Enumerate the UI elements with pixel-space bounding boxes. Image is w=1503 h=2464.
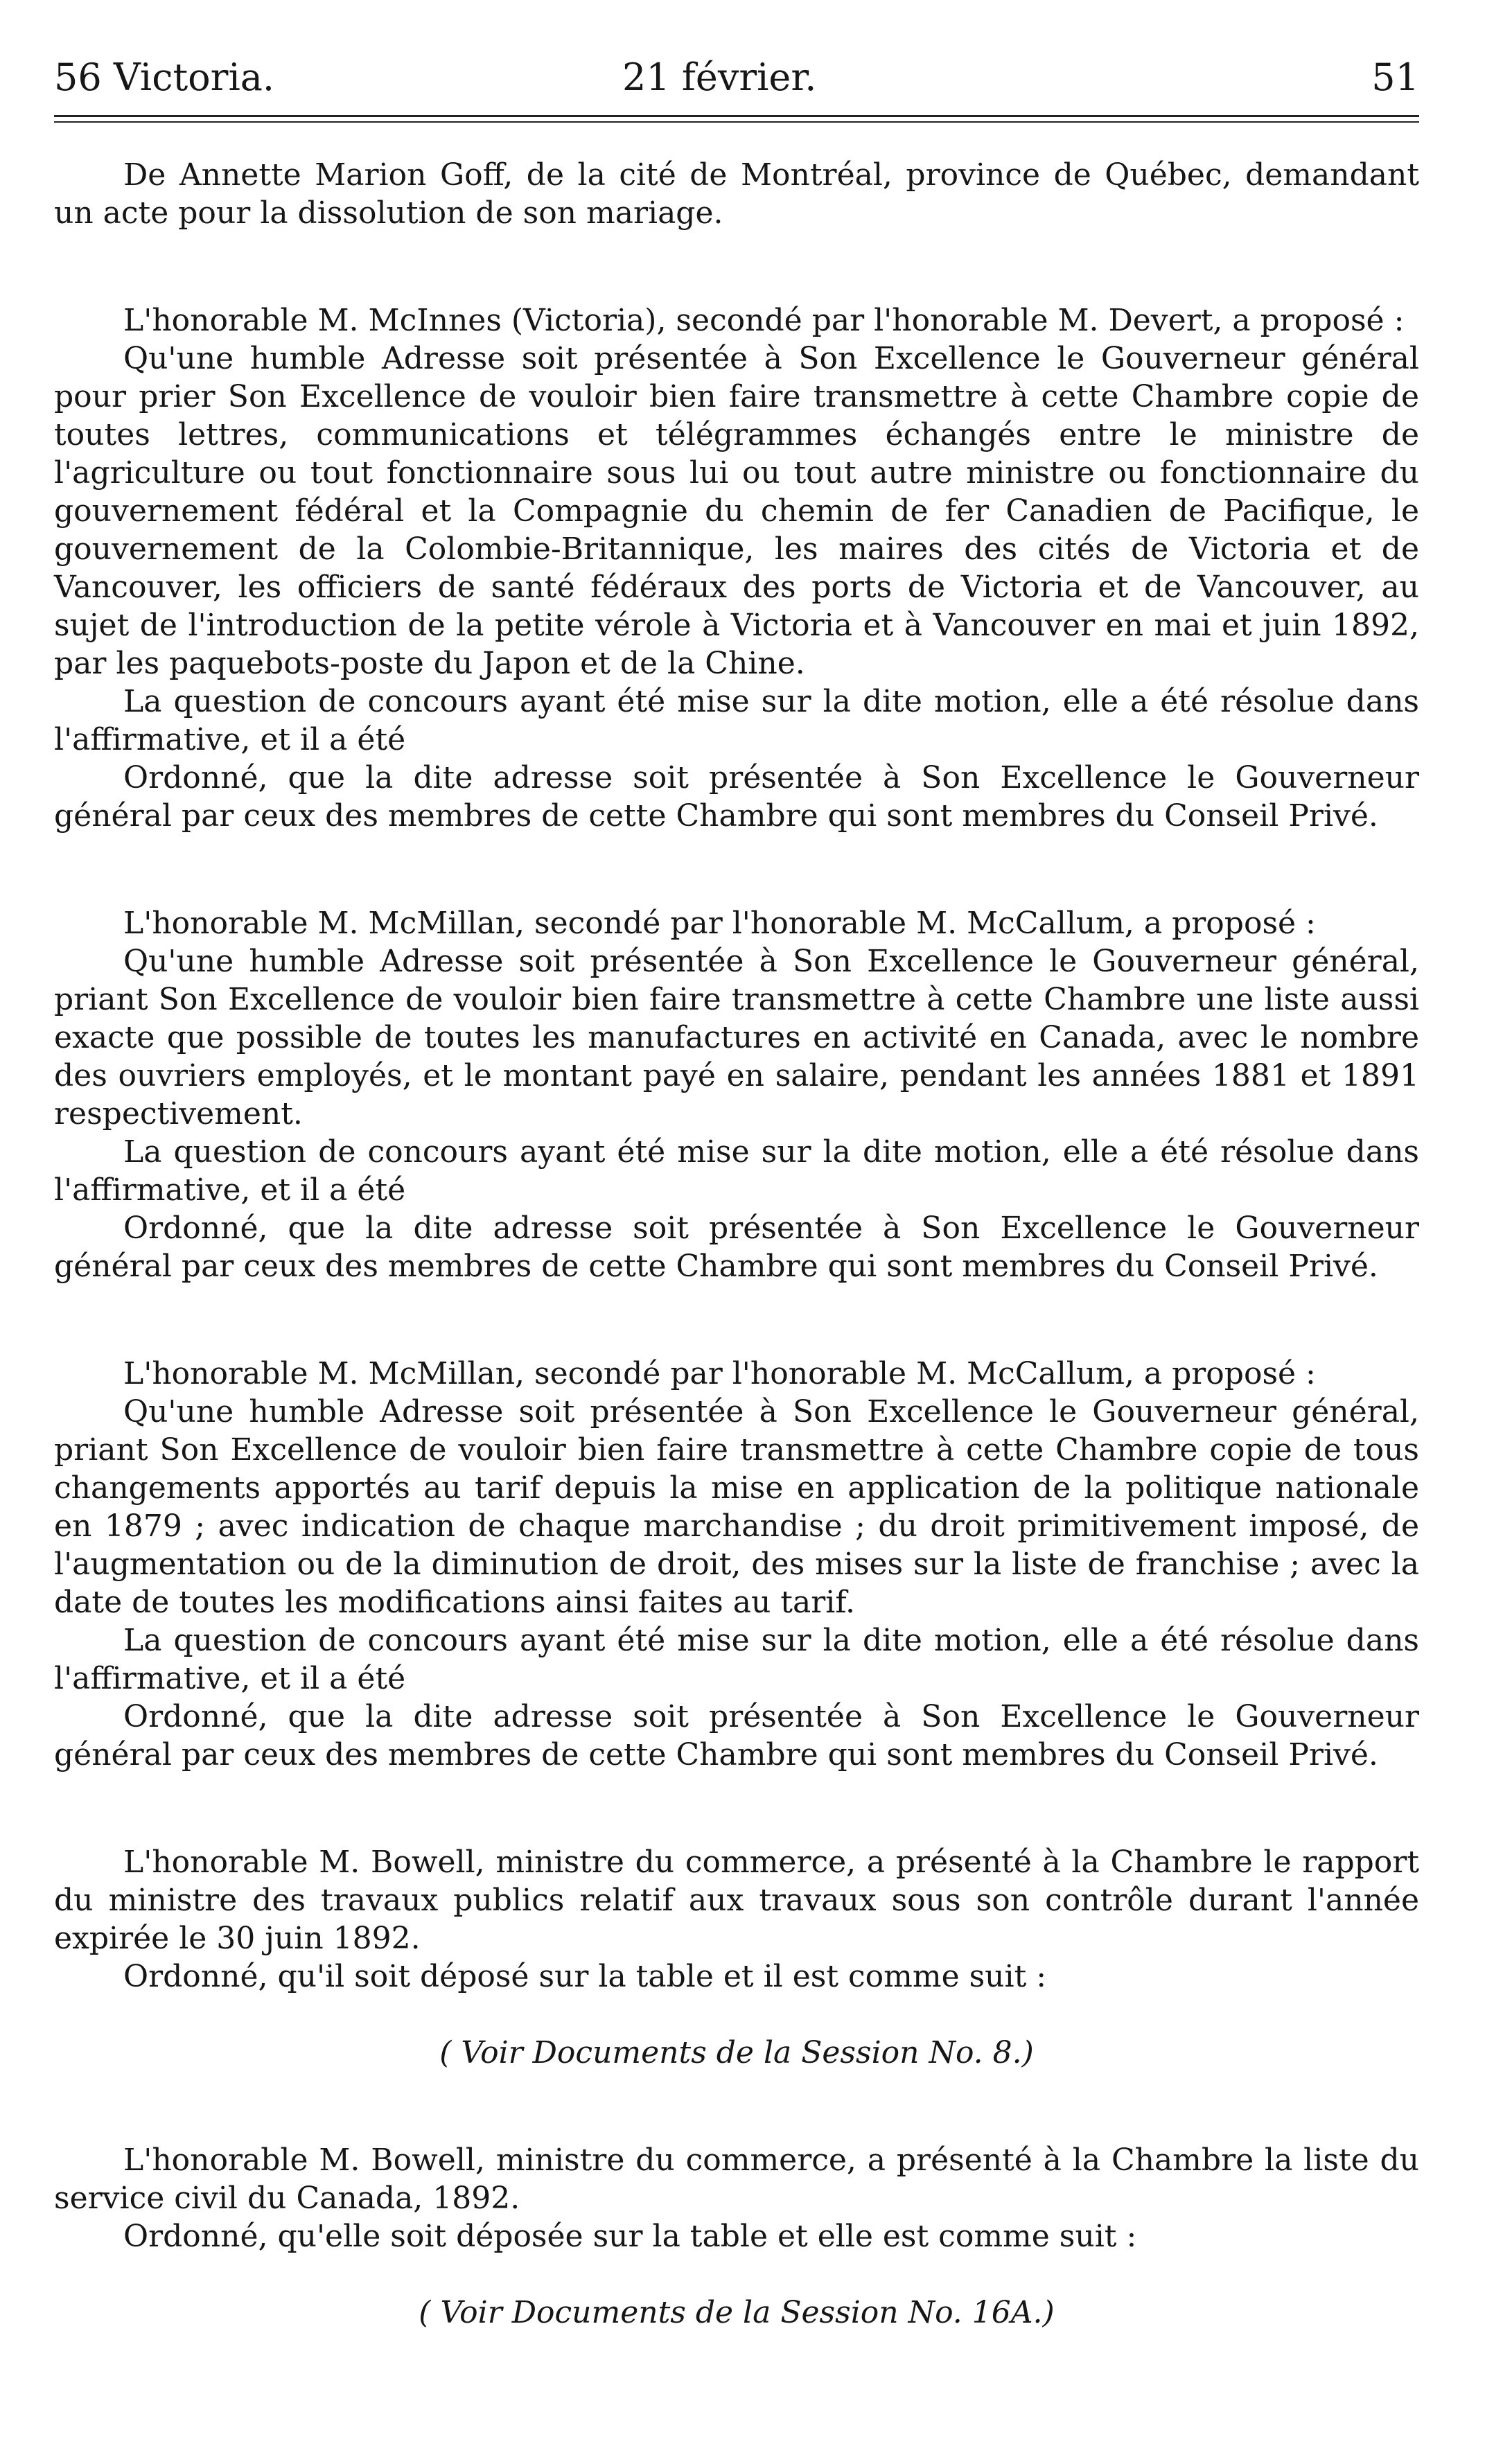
petition-text: De Annette Marion Goff, de la cité de Montréal, province de Québec, demandant un acte pour la dissolution de son mariage. xyxy=(54,157,1419,231)
report-entry-public-works xyxy=(54,1843,1419,2072)
report-entry-civil-service xyxy=(54,2141,1419,2332)
journal-body xyxy=(54,156,1419,2332)
motion-order: Ordonné, que la dite adresse soit présentée à Son Excellence le Gouverneur général par ceux des membres de cette Chambre qui sont membres du Conseil Privé. xyxy=(54,1211,1419,1284)
motion-entry-mcmillan-tariff xyxy=(54,1355,1419,1774)
header-rule-secondary xyxy=(54,121,1419,123)
motion-address: Qu'une humble Adresse soit présentée à Son Excellence le Gouverneur général, priant Son Excellence de vouloir bien faire transmettre à cette Chambre copie de tous changements apportés au tarif depuis la mise en application de la politique nationale en 1879 ; avec indication de chaque marchandise ; du droit primitivement imposé, de l'augmentation ou de la diminution de droit, des mises sur la liste de franchise ; avec la date de toutes les modifications ainsi faites au tarif. xyxy=(54,1394,1419,1620)
motion-intro: L'honorable M. McInnes (Victoria), secondé par l'honorable M. Devert, a proposé : xyxy=(123,303,1405,338)
header-rule xyxy=(54,115,1419,117)
session-document-reference: ( Voir Documents de la Session No. 8.) xyxy=(439,2035,1034,2070)
session-document-reference: ( Voir Documents de la Session No. 16A.) xyxy=(419,2295,1055,2330)
header-date: 21 février. xyxy=(622,55,817,99)
motion-intro: L'honorable M. McMillan, secondé par l'honorable M. McCallum, a proposé : xyxy=(123,1356,1316,1391)
motion-resolution: La question de concours ayant été mise sur la dite motion, elle a été résolue dans l'affirmative, et il a été xyxy=(54,684,1419,757)
motion-order: Ordonné, que la dite adresse soit présentée à Son Excellence le Gouverneur général par ceux des membres de cette Chambre qui sont membres du Conseil Privé. xyxy=(54,1699,1419,1772)
motion-entry-mcmillan-manufactures xyxy=(54,904,1419,1285)
motion-resolution: La question de concours ayant été mise sur la dite motion, elle a été résolue dans l'affirmative, et il a été xyxy=(54,1623,1419,1696)
motion-intro: L'honorable M. McMillan, secondé par l'honorable M. McCallum, a proposé : xyxy=(123,906,1316,941)
header-volume: 56 Victoria. xyxy=(54,55,275,99)
motion-address: Qu'une humble Adresse soit présentée à Son Excellence le Gouverneur général pour prier Son Excellence de vouloir bien faire transmettre à cette Chambre copie de toutes lettres, communications et télégrammes échangés entre le ministre de l'agriculture ou tout fonctionnaire sous lui ou tout autre ministre ou fonctionnaire du gouvernement fédéral et la Compagnie du chemin de fer Canadien de Pacifique, le gouvernement de la Colombie-Britannique, les maires des cités de Victoria et de Vancouver, les officiers de santé fédéraux des ports de Victoria et de Vancouver, au sujet de l'introduction de la petite vérole à Victoria et à Vancouver en mai et juin 1892, par les paquebots-poste du Japon et de la Chine. xyxy=(54,341,1419,681)
report-presentation: L'honorable M. Bowell, ministre du commerce, a présenté à la Chambre le rapport du ministre des travaux publics relatif aux travaux sous son contrôle durant l'année expirée le 30 juin 1892. xyxy=(54,1845,1419,1956)
motion-order: Ordonné, que la dite adresse soit présentée à Son Excellence le Gouverneur général par ceux des membres de cette Chambre qui sont membres du Conseil Privé. xyxy=(54,760,1419,834)
page-number: 51 xyxy=(1371,55,1419,99)
motion-address: Qu'une humble Adresse soit présentée à Son Excellence le Gouverneur général, priant Son Excellence de vouloir bien faire transmettre à cette Chambre une liste aussi exacte que possible de toutes les manufactures en activité en Canada, avec le nombre des ouvriers employés, et le montant payé en salaire, pendant les années 1881 et 1891 respectivement. xyxy=(54,944,1419,1132)
report-order: Ordonné, qu'elle soit déposée sur la table et elle est comme suit : xyxy=(123,2219,1137,2254)
page-header xyxy=(54,42,1419,111)
motion-entry-mcinnes xyxy=(54,301,1419,835)
report-order: Ordonné, qu'il soit déposé sur la table et il est comme suit : xyxy=(123,1959,1047,1994)
document-page xyxy=(54,42,1419,2401)
petition-entry xyxy=(54,156,1419,232)
report-presentation: L'honorable M. Bowell, ministre du commerce, a présenté à la Chambre la liste du service civil du Canada, 1892. xyxy=(54,2142,1419,2216)
motion-resolution: La question de concours ayant été mise sur la dite motion, elle a été résolue dans l'affirmative, et il a été xyxy=(54,1134,1419,1208)
